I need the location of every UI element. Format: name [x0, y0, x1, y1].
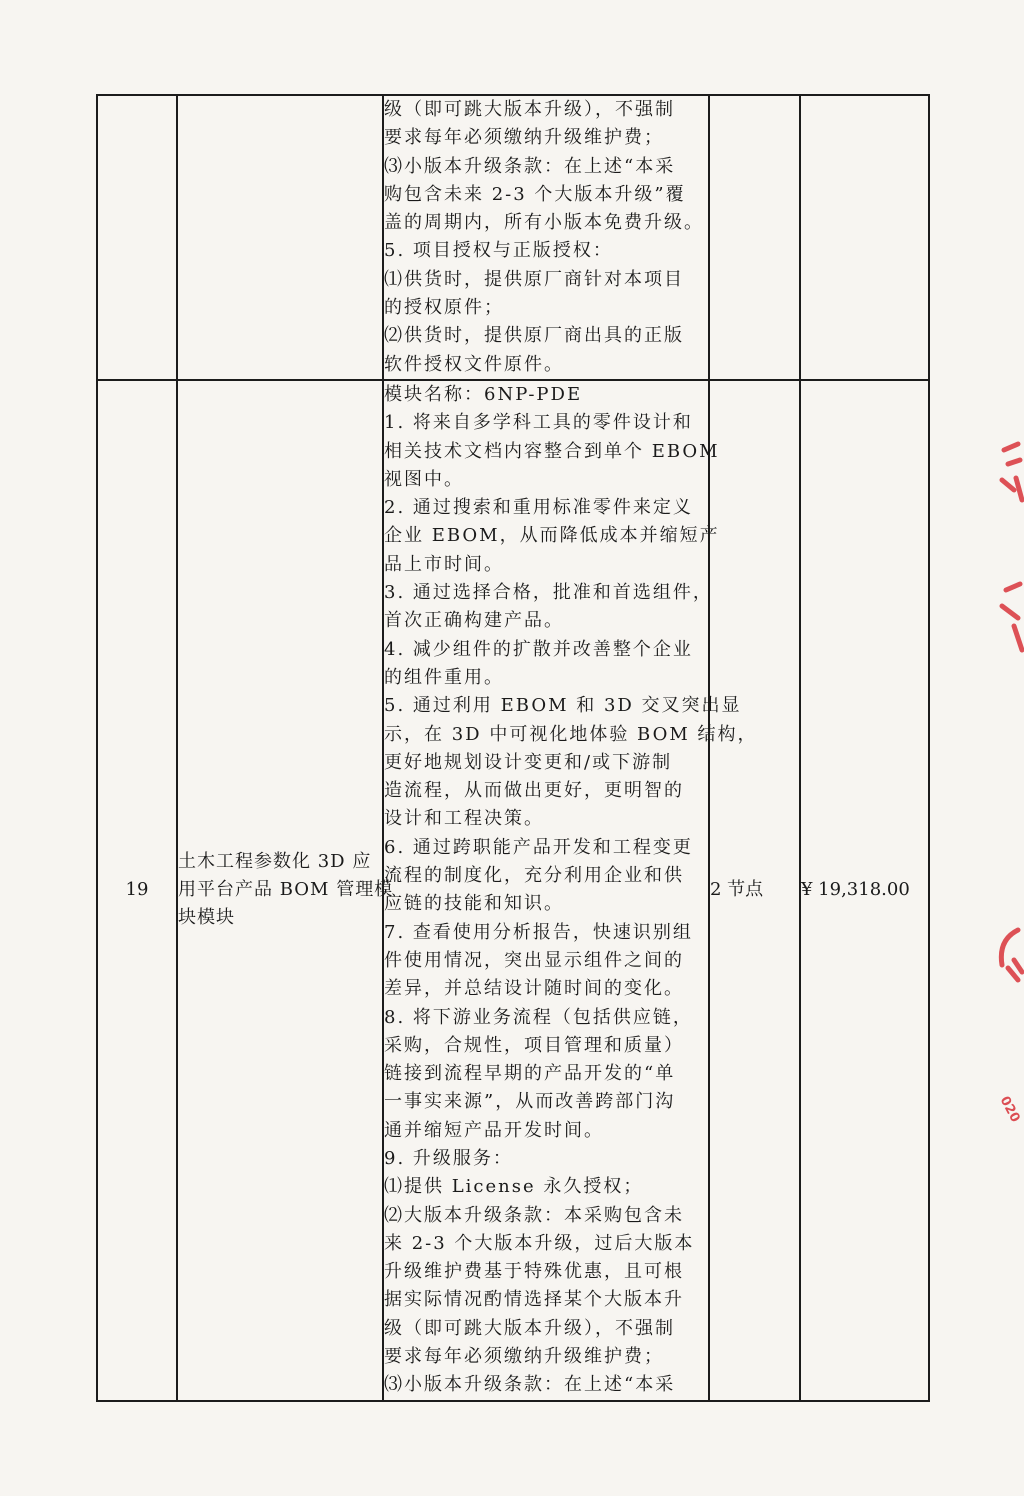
description-line: 2. 通过搜索和重用标准零件来定义 — [384, 497, 693, 519]
description-line: 要求每年必须缴纳升级维护费； — [384, 1346, 664, 1368]
description-line: ⑴提供 License 永久授权； — [384, 1176, 644, 1198]
description-line: 流程的制度化，充分利用企业和供 — [384, 865, 684, 887]
table-row — [97, 95, 929, 380]
description-line: 6. 通过跨职能产品开发和工程变更 — [384, 836, 693, 858]
seal-stamp-fragment — [984, 420, 1024, 1140]
description-line: 通并缩短产品开发时间。 — [384, 1119, 604, 1141]
description-line: 8. 将下游业务流程（包括供应链， — [384, 1006, 693, 1028]
seal-stamp-text: 020 — [996, 1093, 1023, 1126]
table-body — [97, 95, 929, 1401]
description-line: ⑵大版本升级条款：本采购包含未 — [384, 1204, 684, 1226]
description-line: 采购，合规性，项目管理和质量） — [384, 1034, 684, 1056]
row-number-cell — [97, 95, 177, 380]
description-line: 软件授权文件原件。 — [384, 353, 564, 375]
description-line: 首次正确构建产品。 — [384, 610, 564, 632]
price-cell — [800, 95, 929, 380]
description-line: ⑴供货时，提供原厂商针对本项目 — [384, 268, 684, 290]
description-line: 7. 查看使用分析报告，快速识别组 — [384, 921, 693, 943]
description-line: 件使用情况，突出显示组件之间的 — [384, 949, 684, 971]
description-line: 更好地规划设计变更和/或下游制 — [384, 751, 673, 773]
description-line: ⑶小版本升级条款：在上述“本采 — [384, 155, 676, 177]
description-line: 3. 通过选择合格，批准和首选组件， — [384, 582, 713, 604]
description-line: 链接到流程早期的产品开发的“单 — [384, 1063, 676, 1085]
description-line: 据实际情况酌情选择某个大版本升 — [384, 1289, 684, 1311]
description-line: 模块名称：6NP-PDE — [384, 383, 583, 405]
description-line: 要求每年必须缴纳升级维护费； — [384, 127, 664, 149]
description-line: 升级维护费基于特殊优惠，且可根 — [384, 1261, 684, 1283]
item-name-line: 块模块 — [178, 907, 235, 929]
description-line: 相关技术文档内容整合到单个 EBOM — [384, 440, 720, 462]
description-line: 造流程，从而做出更好，更明智的 — [384, 780, 684, 802]
description-line: 盖的周期内，所有小版本免费升级。 — [384, 212, 704, 234]
description-line: 5. 通过利用 EBOM 和 3D 交叉突出显 — [384, 695, 742, 717]
description-line: 5. 项目授权与正版授权： — [384, 240, 613, 262]
item-description-cell — [383, 95, 709, 380]
description-line: 级（即可跳大版本升级），不强制 — [384, 99, 675, 120]
row-number-cell: 19 — [97, 380, 177, 1401]
description-line: 购包含未来 2-3 个大版本升级”覆 — [384, 183, 686, 205]
description-line: 企业 EBOM，从而降低成本并缩短产 — [384, 525, 720, 547]
description-line: ⑶小版本升级条款：在上述“本采 — [384, 1374, 676, 1396]
table-row — [97, 380, 929, 1401]
item-name-line: 土木工程参数化 3D 应 — [178, 850, 372, 872]
description-line: 一事实来源”，从而改善跨部门沟 — [384, 1091, 676, 1113]
quantity-cell — [709, 95, 800, 380]
quantity-cell: 2 节点 — [709, 380, 800, 1401]
price-cell: ¥ 19,318.00 — [800, 380, 929, 1401]
description-line: 设计和工程决策。 — [384, 808, 544, 830]
item-name-cell — [177, 380, 394, 1401]
item-name-line: 用平台产品 BOM 管理模 — [178, 879, 394, 901]
description-line: 4. 减少组件的扩散并改善整个企业 — [384, 638, 693, 660]
description-line: 的组件重用。 — [384, 666, 504, 688]
description-line: 视图中。 — [384, 468, 464, 490]
description-line: 应链的技能和知识。 — [384, 893, 564, 915]
description-line: 来 2-3 个大版本升级，过后大版本 — [384, 1232, 695, 1254]
description-line: 示，在 3D 中可视化地体验 BOM 结构， — [384, 723, 758, 745]
item-name-cell — [177, 95, 383, 380]
description-line: 1. 将来自多学科工具的零件设计和 — [384, 412, 693, 434]
description-line: 差异，并总结设计随时间的变化。 — [384, 978, 684, 1000]
description-line: 9. 升级服务： — [384, 1147, 513, 1169]
description-line: ⑵供货时，提供原厂商出具的正版 — [384, 325, 684, 347]
description-line: 品上市时间。 — [384, 553, 504, 575]
description-line: 的授权原件； — [384, 297, 504, 319]
procurement-spec-table — [96, 94, 930, 1402]
description-line: 级（即可跳大版本升级），不强制 — [384, 1317, 675, 1339]
